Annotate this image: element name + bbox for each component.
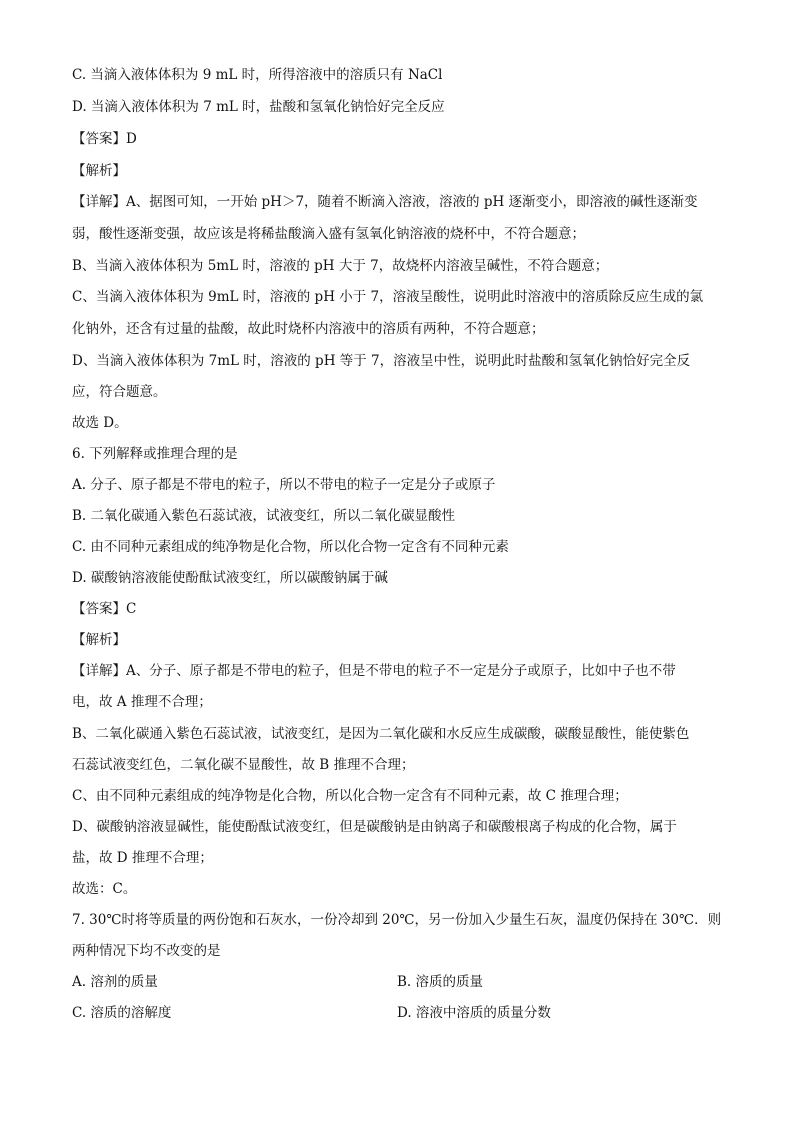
q5-explanation-line: 【详解】A、据图可知，一开始 pH＞7，随着不断滴入溶液，溶液的 pH 逐渐变小，即溶液的碱性逐渐变 <box>72 194 698 210</box>
q6-option-d: D. 碳酸钠溶液能使酚酞试液变红，所以碳酸钠属于碱 <box>72 570 388 586</box>
q6-option-a: A. 分子、原子都是不带电的粒子，所以不带电的粒子一定是分子或原子 <box>72 477 496 493</box>
q5-option-c: C. 当滴入液体体积为 9 mL 时，所得溶液中的溶质只有 NaCl <box>72 67 443 83</box>
q5-explanation-line: C、当滴入液体体积为 9mL 时，溶液的 pH 小于 7，溶液呈酸性，说明此时溶液中的溶质除反应生成的氯 <box>72 289 704 305</box>
q6-explanation-line: 盐，故 D 推理不合理； <box>72 850 213 866</box>
q5-explanation-line: B、当滴入液体体积为 5mL 时，溶液的 pH 大于 7，故烧杯内溶液呈碱性，不符合题意； <box>72 258 609 274</box>
q7-option-c: C. 溶质的溶解度 <box>72 1005 172 1021</box>
q6-explanation-line: C、由不同种元素组成的纯净物是化合物，所以化合物一定含有不同种元素，故 C 推理合理； <box>72 788 628 804</box>
q6-explanation-line: 电，故 A 推理不合理； <box>72 694 212 710</box>
q6-question: 6. 下列解释或推理合理的是 <box>72 446 238 462</box>
q6-explanation-line: 【详解】A、分子、原子都是不带电的粒子，但是不带电的粒子不一定是分子或原子，比如中子也不带 <box>72 663 676 679</box>
q5-answer: 【答案】D <box>72 131 137 147</box>
q5-conclusion: 故选 D。 <box>72 415 128 431</box>
q5-explanation-line: D、当滴入液体体积为 7mL 时，溶液的 pH 等于 7，溶液呈中性，说明此时盐酸和氢氧化钠恰好完全反 <box>72 353 691 369</box>
q5-explanation-line: 化钠外，还含有过量的盐酸，故此时烧杯内溶液中的溶质有两种，不符合题意； <box>72 321 545 337</box>
q6-explanation-line: B、二氧化碳通入紫色石蕊试液，试液变红，是因为二氧化碳和水反应生成碳酸，碳酸显酸性，能使紫色 <box>72 726 690 742</box>
q7-question-continued: 两种情况下均不改变的是 <box>72 943 221 959</box>
q6-option-c: C. 由不同种元素组成的纯净物是化合物，所以化合物一定含有不同种元素 <box>72 539 509 555</box>
q7-question: 7. 30℃时将等质量的两份饱和石灰水，一份冷却到 20℃，另一份加入少量生石灰，温度仍保持在 30℃．则 <box>72 912 722 928</box>
q6-option-b: B. 二氧化碳通入紫色石蕊试液，试液变红，所以二氧化碳显酸性 <box>72 508 456 524</box>
q5-explanation-line: 弱，酸性逐渐变强，故应该是将稀盐酸滴入盛有氢氧化钠溶液的烧杯中，不符合题意； <box>72 226 585 242</box>
q7-option-a: A. 溶剂的质量 <box>72 974 158 990</box>
q5-explanation-line: 应，符合题意。 <box>72 384 167 400</box>
q6-analysis-heading: 【解析】 <box>72 632 126 648</box>
q7-option-d: D. 溶液中溶质的质量分数 <box>397 1005 551 1021</box>
q6-explanation-line: 石蕊试液变红色，二氧化碳不显酸性，故 B 推理不合理； <box>72 757 415 773</box>
q6-conclusion: 故选：C。 <box>72 881 137 897</box>
q7-option-b: B. 溶质的质量 <box>397 974 484 990</box>
q5-analysis-heading: 【解析】 <box>72 163 126 179</box>
q6-answer: 【答案】C <box>72 601 137 617</box>
q6-explanation-line: D、碳酸钠溶液显碱性，能使酚酞试液变红，但是碳酸钠是由钠离子和碳酸根离子构成的化合物，属于 <box>72 819 677 835</box>
q5-option-d: D. 当滴入液体体积为 7 mL 时，盐酸和氢氧化钠恰好完全反应 <box>72 99 445 115</box>
